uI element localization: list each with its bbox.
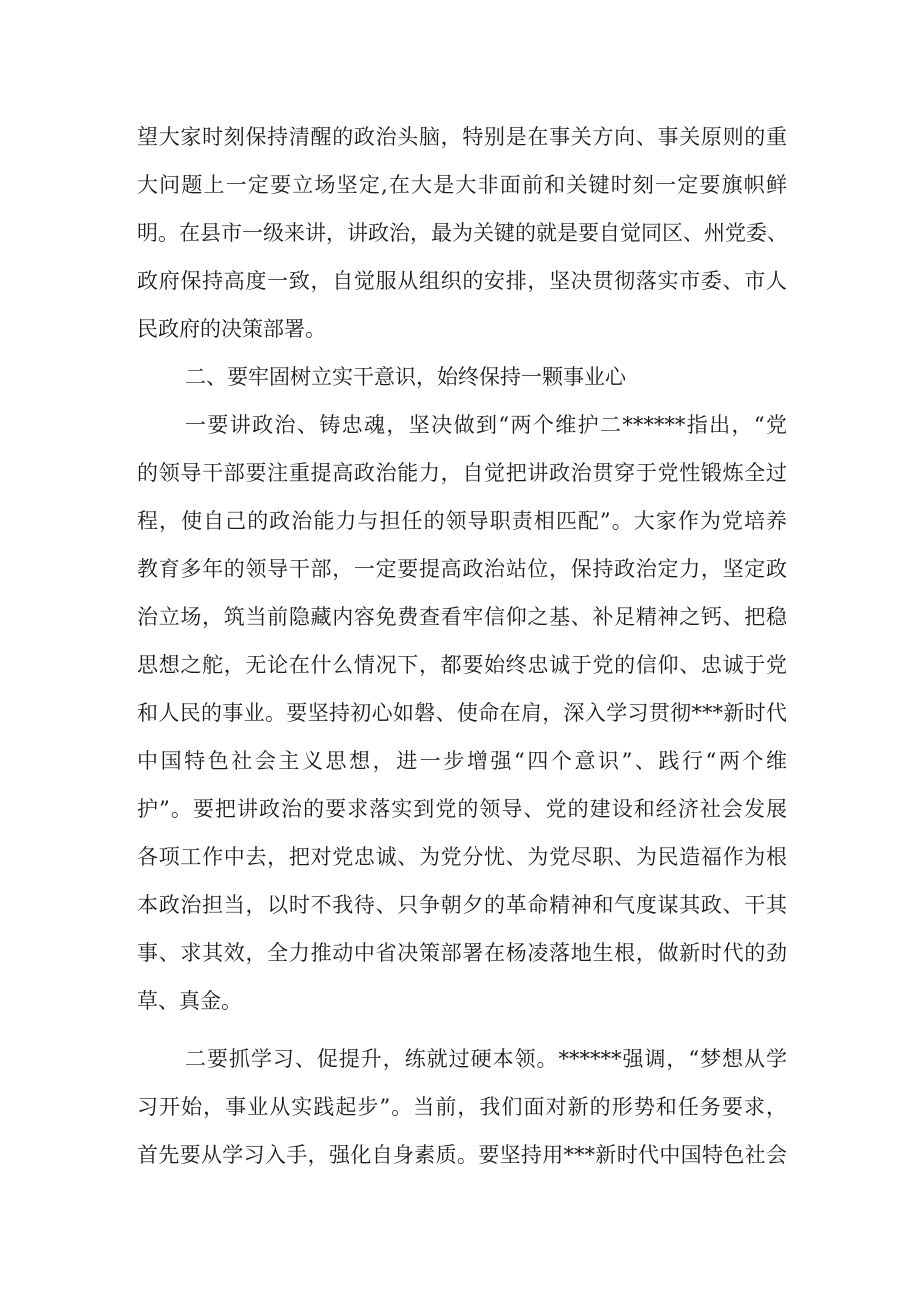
text-line: 和人民的事业。要坚持初心如磐、使命在肩，深入学习贯彻***新时代	[137, 701, 787, 725]
text-line: 各项工作中去，把对党忠诚、为党分忧、为党尽职、为民造福作为根	[137, 845, 787, 869]
text-line: 中国特色社会主义思想，进一步增强“四个意识”、践行“两个维	[137, 749, 787, 773]
text-line: 一要讲政治、铸忠魂，坚决做到“两个维护二******指出，“党	[185, 413, 787, 437]
text-line: 首先要从学习入手，强化自身素质。要坚持用***新时代中国特色社会	[137, 1143, 787, 1167]
text-line: 的领导干部要注重提高政治能力，自觉把讲政治贯穿于党性锻炼全过	[137, 461, 787, 485]
text-line: 事、求其效，全力推动中省决策部署在杨凌落地生根，做新时代的劲	[137, 941, 787, 965]
text-line: 本政治担当，以时不我待、只争朝夕的革命精神和气度谋其政、干其	[137, 893, 787, 917]
text-line: 教育多年的领导干部，一定要提高政治站位，保持政治定力，坚定政	[137, 557, 787, 581]
text-line: 明。在县市一级来讲，讲政治，最为关键的就是要自觉同区、州党委、	[137, 221, 788, 245]
text-line: 治立场，筑当前隐藏内容免费查看牢信仰之基、补足精神之钙、把稳	[137, 605, 787, 629]
text-line: 望大家时刻保持清醒的政治头脑，特别是在事关方向、事关原则的重	[137, 125, 787, 149]
text-line: 草、真金。	[137, 989, 242, 1013]
text-line: 思想之舵，无论在什么情况下，都要始终忠诚于党的信仰、忠诚于党	[137, 653, 787, 677]
text-line: 习开始，事业从实践起步”。当前，我们面对新的形势和任务要求，	[137, 1095, 787, 1119]
section-heading: 二、要牢固树立实干意识，始终保持一颗事业心	[185, 365, 626, 389]
text-line: 大问题上一定要立场坚定,在大是大非面前和关键时刻一定要旗帜鲜	[137, 173, 787, 197]
text-line: 民政府的决策部署。	[137, 317, 326, 341]
text-line: 程，使自己的政治能力与担任的领导职责相匹配”。大家作为党培养	[137, 509, 787, 533]
text-line: 护”。要把讲政治的要求落实到党的领导、党的建设和经济社会发展	[137, 797, 787, 821]
text-line: 二要抓学习、促提升，练就过硬本领。******强调，“梦想从学	[185, 1047, 787, 1071]
text-line: 政府保持高度一致，自觉服从组织的安排，坚决贯彻落实市委、市人	[137, 269, 787, 293]
